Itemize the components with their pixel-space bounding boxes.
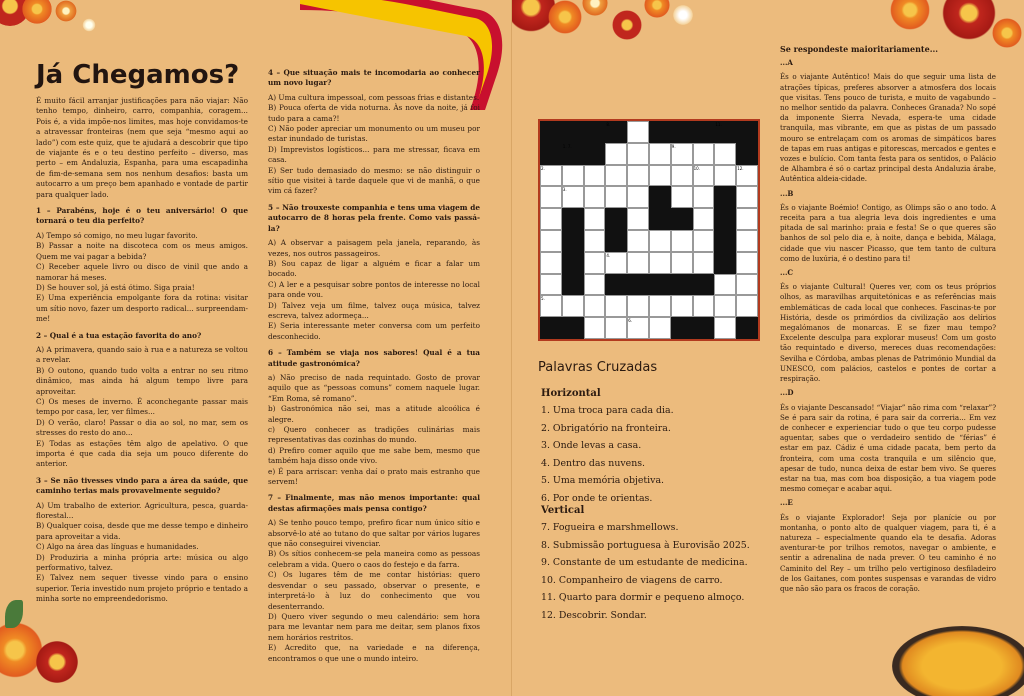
quiz-option: E) Talvez nem sequer tivesse vindo para o ensino superior. Teria investido num projeto próprio e tentado a minha sorte no empreendedorismo.	[36, 573, 248, 604]
results-column	[780, 44, 996, 598]
crossword-cell	[540, 208, 562, 230]
crossword-cell	[584, 317, 606, 339]
clue-item: 3. Onde levas a casa.	[541, 440, 642, 451]
crossword-cell	[714, 295, 736, 317]
clue-item: 4. Dentro das nuvens.	[541, 457, 646, 469]
crossword-number: 11.	[715, 122, 722, 127]
clue-item: 2. Obrigatório na fronteira.	[541, 422, 671, 434]
crossword-cell	[649, 165, 671, 187]
quiz-option: B) O outono, quando tudo volta a entrar no seu ritmo dinâmico, mas ainda há algum tempo livre para aproveitar.	[36, 365, 248, 396]
crossword-number: 4.	[606, 252, 611, 258]
result-text: És o viajante Cultural! Queres ver, com os teus próprios olhos, as maravilhas arquitetónicas e as referências mais emblemáticas de cada local que conheces. Fascinas-te por História, desde os primórdios da civilização aos delírios megalómanos de monarcas. E se fizer mau tempo? Excelente desculpa para explorar museus! Com um gosto tão requintado e diverso, mereces duas recomendações: Sevilha e Córdoba, ambas plenas de Património Mundial da UNESCO, com palácios, castelos e pontes de cortar a respiração.	[780, 282, 996, 384]
quiz-option: B) Qualquer coisa, desde que me desse tempo e dinheiro para aproveitar a vida.	[36, 521, 248, 541]
quiz-option: C) Os lugares têm de me contar histórias: quero desvendar o seu passado, observar o presente, e interpretá-lo à luz do conhecimento que vou desenterrando.	[268, 570, 480, 611]
quiz-option: C) Receber aquele livro ou disco de vinil que ando a namorar há meses.	[36, 262, 248, 282]
crossword-cell	[562, 165, 584, 187]
quiz-option: C) Não poder apreciar um monumento ou um museu por estar inundado de turistas.	[268, 124, 480, 144]
crossword-cell	[605, 143, 627, 165]
crossword-cell	[736, 186, 758, 208]
crossword-number: 6.	[628, 318, 633, 324]
horizontal-heading: Horizontal	[541, 388, 601, 399]
result-text: És o viajante Autêntico! Mais do que seguir uma lista de atrações típicas, preferes absorver a atmosfera dos locais que visitas. Tens pouco de turista, e muito de vagabundo – no melhor sentido da palavra. Conheces Granada? No sopé da imponente Sierra Nevada, espera-te uma cidade tranquila, mas vibrante, em que as pistas de um passado mouro se entrelaçam com os aromas de simpáticos bares de tapas em ruas antigas e pitorescas, mercados e gentes e vozes e bulício. Com tanta festa para os sentidos, o Palácio de Alhambra é só o cartaz principal desta Andaluzia árabe, Autêntica aldeia-cidade.	[780, 72, 996, 184]
quiz-question: 4 – Que situação mais te incomodaria ao conhecer um novo lugar?	[268, 68, 480, 88]
crossword-cell	[540, 252, 562, 274]
crossword-cell	[584, 252, 606, 274]
crossword-cell	[736, 230, 758, 252]
quiz-question: 3 – Se não tivesses vindo para a área da saúde, que caminho terias mais provavelmente seguido?	[36, 475, 248, 496]
quiz-option: D) Se houver sol, já está ótimo. Siga praia!	[36, 282, 195, 292]
crossword-number: 3.	[562, 187, 567, 193]
result-text: És o viajante Boémio! Contigo, as Olimps são o ano todo. A receita para a tua alegria leva dois ingredientes e uma pitada de sal marinho: praia e festa! Se o que queres são banhos de sol pelo dia e, à noite, dança e bebida, Málaga, cidade que viu nascer Picasso, que tem tanto de cultura como de luxúria, é o destino para ti!	[780, 202, 996, 263]
result-label: ...E	[780, 498, 793, 508]
clue-item: 10. Companheiro de viagens de carro.	[541, 574, 723, 586]
crossword-cell	[562, 295, 584, 317]
crossword-cell	[627, 252, 649, 274]
crossword-cell	[649, 252, 671, 274]
crossword-number: 10.	[693, 165, 700, 171]
article-title: Já Chegamos?	[36, 60, 240, 90]
result-label: ...B	[780, 188, 794, 198]
quiz-option: A) A primavera, quando saio à rua e a natureza se voltou a revelar.	[36, 344, 248, 365]
crossword-cell	[584, 186, 606, 208]
crossword-cell	[714, 274, 736, 296]
crossword-cell	[671, 165, 693, 187]
quiz-option: C) Algo na área das línguas e humanidades.	[36, 542, 199, 552]
quiz-option: C) A ler e a pesquisar sobre pontos de interesse no local para onde vou.	[268, 279, 480, 300]
quiz-column-1	[36, 96, 248, 605]
quiz-column-2	[268, 62, 480, 664]
crossword-cell	[714, 165, 736, 187]
quiz-option: A) Tempo só comigo, no meu lugar favorito.	[36, 230, 198, 240]
crossword-cell	[627, 208, 649, 230]
crossword-cell	[736, 208, 758, 230]
quiz-option: B) Sou capaz de ligar a alguém e ficar a falar um bocado.	[268, 258, 480, 279]
quiz-question: 2 – Qual é a tua estação favorita do ano?	[36, 330, 202, 340]
crossword-cell	[584, 208, 606, 230]
vertical-clues	[541, 519, 750, 624]
results-heading: Se respondeste maioritariamente...	[780, 44, 939, 54]
crossword-cell	[540, 186, 562, 208]
clue-item: 6. Por onde te orientas.	[541, 492, 653, 504]
quiz-question: 1 – Parabéns, hoje é o teu aniversário! O que tornará o teu dia perfeito?	[36, 206, 248, 226]
crossword-cell	[714, 143, 736, 165]
crossword-title: Palavras Cruzadas	[538, 360, 658, 375]
quiz-question: 6 – Também se viaja nos sabores! Qual é a tua atitude gastronómica?	[268, 348, 480, 368]
crossword-cell	[649, 230, 671, 252]
crossword-cell	[693, 252, 715, 274]
crossword-cell	[736, 295, 758, 317]
quiz-question: 5 – Não trouxeste companhia e tens uma viagem de autocarro de 8 horas pela frente. Como vais passá-la?	[268, 202, 480, 233]
horizontal-clues	[541, 402, 674, 507]
clue-item: 1. Uma troca para cada dia.	[541, 405, 674, 416]
crossword-cell	[671, 252, 693, 274]
paella-pan-icon	[892, 626, 1024, 696]
crossword-cell	[736, 274, 758, 296]
crossword-cell	[671, 186, 693, 208]
crossword-cell	[671, 230, 693, 252]
crossword-cell	[584, 230, 606, 252]
crossword-cell	[627, 165, 649, 187]
crossword-number: 12.	[737, 165, 744, 171]
quiz-option: B) Passar a noite na discoteca com os meus amigos. Quem me vai pagar a bebida?	[36, 241, 248, 261]
result-label: ...D	[780, 388, 794, 398]
quiz-option: B) Os sítios conhecem-se pela maneira como as pessoas celebram a vida. Quero o caos do festejo e da farra.	[268, 549, 480, 569]
crossword-cell	[693, 143, 715, 165]
clue-item: 8. Submissão portuguesa à Eurovisão 2025.	[541, 539, 750, 551]
crossword-cell	[584, 274, 606, 296]
crossword-grid	[538, 119, 760, 341]
quiz-option: E) Ser tudo demasiado do mesmo: se não distinguir o sítio que visitei à tarde daquele que vi de manhã, o que vim cá fazer?	[268, 165, 480, 196]
crossword-cell	[605, 165, 627, 187]
quiz-option: E) Todas as estações têm algo de apelativo. O que importa é que cada dia seja um pouco diferente do anterior.	[36, 438, 248, 469]
crossword-cell	[693, 295, 715, 317]
quiz-option: c) Quero conhecer as tradições culinárias mais representativas das cozinhas do mundo.	[268, 425, 480, 445]
result-label: ...A	[780, 58, 793, 68]
crossword-cell	[540, 274, 562, 296]
crossword-cell	[605, 295, 627, 317]
crossword-number: 5.	[541, 296, 545, 302]
crossword-cell	[627, 186, 649, 208]
quiz-option: A) A observar a paisagem pela janela, reparando, às vezes, nos outros passageiros.	[268, 238, 480, 258]
article-intro: É muito fácil arranjar justificações para não viajar: Não tenho tempo, dinheiro, carro, companhia, coragem... Pois é, a vida impõe-nos limites, mas hoje convidamos-te a atravessar fronteiras (nem que seja “mesmo aqui ao lado”) com este quiz, que te ajudará a descobrir que tipo de viajante és e o teu destino perfeito – diverso, mas perto – em Andaluzia, Espanha, para uma escapadinha de fim-de-semana sem nos nenhum desafios: basta um autocarro a um preço bem apanhado e vontade de partir para qualquer lado.	[36, 96, 248, 199]
clue-item: 9. Constante de um estudante de medicina.	[541, 557, 748, 568]
crossword-cell	[649, 317, 671, 339]
quiz-option: D) Quero viver segundo o meu calendário: sem hora para me levantar nem para me deitar, sem planos fixos nem horários restritos.	[268, 611, 480, 642]
crossword-cell	[627, 143, 649, 165]
quiz-option: D) Produziria a minha própria arte: música ou algo performativo, talvez.	[36, 552, 248, 573]
crossword-cell	[693, 230, 715, 252]
clue-item: 11. Quarto para dormir e pequeno almoço.	[541, 592, 745, 603]
quiz-option: E) Seria interessante meter conversa com um perfeito desconhecido.	[268, 321, 480, 341]
clue-item: 12. Descobrir. Sondar.	[541, 609, 647, 621]
result-text: És o viajante Explorador! Seja por planície ou por montanha, o ponto alto de qualquer viagem, para ti, é a natureza – especialmente quando ela te desafia. Adoras aventurar-te por trilhos remotos, navegar o ambiente, e sentir a adrenalina de nada prever. O teu caminho é no Caminito del Rey – um trilho pelo vertiginoso desfiladeiro de los Gaitanes, com pontes suspensas e varandas de vidro que não são para os fracos de coração.	[780, 512, 996, 593]
crossword-cell	[627, 295, 649, 317]
crossword-number: 2.	[541, 165, 545, 171]
quiz-question: 7 – Finalmente, mas não menos importante: qual destas afirmações mais pensa contigo?	[268, 493, 480, 513]
quiz-option: E) Uma experiência empolgante fora da rotina: visitar um sítio novo, fazer um desporto radical... surpreendam-me!	[36, 293, 248, 324]
crossword-cell	[649, 295, 671, 317]
crossword-number: 9.	[671, 143, 676, 149]
result-label: ...C	[780, 268, 794, 278]
crossword-cell	[736, 252, 758, 274]
quiz-option: D) O verão, claro! Passar o dia ao sol, no mar, sem os stresses do resto do ano...	[36, 417, 248, 438]
clue-item: 7. Fogueira e marshmellows.	[541, 522, 679, 533]
crossword-number: 1. 7.	[562, 143, 572, 149]
quiz-option: d) Prefiro comer aquilo que me sabe bem, mesmo que também haja disso onde vivo.	[268, 445, 480, 466]
vertical-heading: Vertical	[541, 505, 585, 516]
crossword-number: 8.	[606, 122, 611, 127]
quiz-option: A) Um trabalho de exterior. Agricultura, pesca, guarda-florestal...	[36, 500, 248, 521]
crossword-cell	[584, 165, 606, 187]
quiz-option: a) Não preciso de nada requintado. Gosto de provar aquilo que as “pessoas comuns” comem naquele lugar. “Em Roma, sê romano”.	[268, 372, 480, 403]
crossword-cell	[649, 143, 671, 165]
quiz-option: D) Imprevistos logísticos... para me stressar, ficava em casa.	[268, 144, 480, 165]
crossword-cell	[605, 317, 627, 339]
result-text: És o viajante Descansado! “Viajar” não rima com “relaxar”? Se é para sair da rotina, é para sair da correria... Em vez de conhecer e experienciar tudo o que teu corpo pudesse aguentar, sabes que o verdadeiro sentido de “férias” é estar em paz. Cádiz é uma cidade pacata, bem perto da fronteira, com uma costa tranquila e um silêncio que, apesar de tudo, nunca deixa de estar bem vivo. Se queres estar na tua, mas com boa disposição, a tua viagem pode mesmo começar e acabar aqui.	[780, 402, 996, 494]
crossword-cell	[584, 295, 606, 317]
quiz-option: e) É para arriscar: venha daí o prato mais estranho que servem!	[268, 466, 480, 487]
crossword-cell	[671, 295, 693, 317]
crossword-cell	[540, 230, 562, 252]
crossword-cell	[714, 317, 736, 339]
quiz-option: b) Gastronómica não sei, mas a atitude alcoólica é alegre.	[268, 404, 480, 424]
quiz-option: E) Acredito que, na variedade e na diferença, encontramos o que une o mundo inteiro.	[268, 643, 480, 663]
clue-item: 5. Uma memória objetiva.	[541, 475, 665, 486]
quiz-option: C) Os meses de inverno. É aconchegante passar mais tempo por casa, ler, ver filmes...	[36, 396, 248, 417]
quiz-option: A) Uma cultura impessoal, com pessoas frias e distantes.	[268, 92, 480, 102]
crossword-cell	[627, 230, 649, 252]
crossword-cell	[693, 186, 715, 208]
crossword-cell	[627, 121, 649, 143]
quiz-option: A) Se tenho pouco tempo, prefiro ficar num único sítio e absorvê-lo até ao tutano do que saltar por vários lugares que não conseguirei vivenciar.	[268, 518, 480, 549]
quiz-option: B) Pouca oferta de vida noturna. Às nove da noite, já foi tudo para a cama?!	[268, 103, 480, 123]
quiz-option: D) Talvez veja um filme, talvez ouça música, talvez escreva, talvez adormeça...	[268, 300, 480, 320]
crossword-cell	[693, 208, 715, 230]
crossword-cell	[605, 186, 627, 208]
